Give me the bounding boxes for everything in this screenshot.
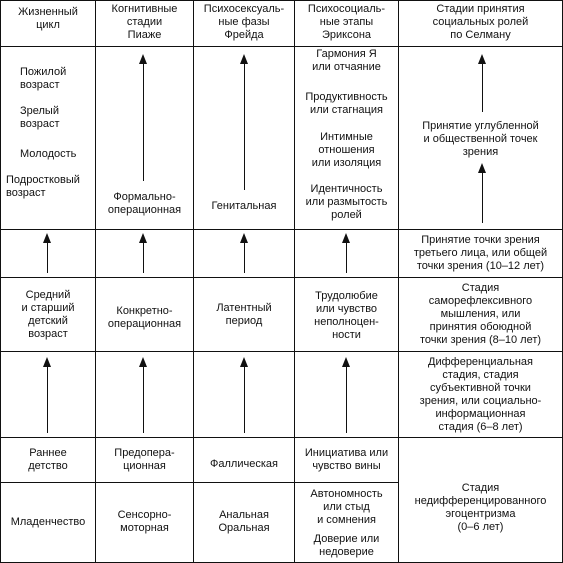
arrow-erikson-row2: [342, 233, 351, 273]
rule-col-1: [95, 0, 96, 563]
rule-col-3: [294, 0, 295, 563]
piaget-sensorimotor: Сенсорно- моторная: [117, 509, 172, 534]
erikson-intimacy: Интимные отношения или изоляция: [311, 131, 382, 169]
piaget-concrete: Конкретно- операционная: [107, 305, 182, 330]
life-middle-child: Средний и старший детский возраст: [21, 289, 75, 340]
erikson-autonomy: Автономность или стыд и сомнения: [310, 488, 383, 526]
life-mature: Зрелый возраст: [20, 105, 60, 130]
arrow-freud-row2: [240, 233, 249, 273]
life-adolescent: Подростковый возраст: [6, 174, 80, 199]
freud-phallic: Фаллическая: [210, 458, 278, 470]
rule-header: [0, 46, 563, 47]
erikson-identity: Идентичность или размытость ролей: [305, 183, 388, 221]
piaget-preoperational: Предопера- ционная: [114, 447, 175, 472]
rule-col-0: [0, 0, 1, 563]
rule-top: [0, 0, 563, 1]
arrow-piaget-upper: [139, 54, 148, 181]
rule-1: [0, 229, 563, 230]
freud-latent: Латентный период: [216, 302, 272, 327]
header-life-cycle: Жизненный цикл: [18, 6, 78, 31]
erikson-harmony: Гармония Я или отчаяние: [312, 48, 381, 73]
arrow-life-row2: [43, 233, 52, 273]
rule-4: [0, 437, 563, 438]
arrow-freud-upper: [240, 54, 249, 190]
selman-differentiated: Дифференциальная стадия, стадия субъективной точки зрения, или социально- информационная стадия (6–8 лет): [419, 356, 542, 433]
header-freud: Психосексуаль- ные фазы Фрейда: [203, 3, 285, 41]
header-erikson: Психосоциаль- ные этапы Эриксона: [307, 3, 386, 41]
freud-anal-oral: Анальная Оральная: [218, 509, 270, 534]
arrow-erikson-row4: [342, 357, 351, 433]
arrow-selman-upper-top: [478, 54, 487, 112]
erikson-industry: Трудолюбие или чувство неполноцен- ности: [314, 290, 379, 341]
selman-deep-social: Принятие углубленной и общественной точек зрения: [422, 120, 539, 158]
arrow-piaget-row4: [139, 357, 148, 433]
erikson-productivity: Продуктивность или стагнация: [305, 91, 388, 116]
arrow-piaget-row2: [139, 233, 148, 273]
life-early-child: Раннее детство: [28, 447, 68, 472]
freud-genital: Генитальная: [211, 200, 277, 212]
life-youth: Молодость: [20, 148, 77, 160]
rule-col-2: [193, 0, 194, 563]
life-infancy: Младенчество: [10, 516, 86, 528]
rule-2: [0, 277, 563, 278]
selman-third-person: Принятие точки зрения третьего лица, или общей точки зрения (10–12 лет): [413, 234, 548, 272]
header-selman: Стадии принятия социальных ролей по Селману: [432, 3, 529, 41]
erikson-trust: Доверие или недоверие: [313, 533, 380, 558]
header-piaget: Когнитивные стадии Пиаже: [111, 3, 178, 41]
life-elderly: Пожилой возраст: [20, 66, 67, 91]
piaget-formal: Формально- операционная: [107, 191, 182, 216]
selman-self-reflective: Стадия саморефлексивного мышления, или принятия обоюдной точки зрения (8–10 лет): [419, 282, 542, 346]
erikson-initiative: Инициатива или чувство вины: [304, 447, 389, 472]
arrow-life-row4: [43, 357, 52, 433]
rule-3: [0, 351, 563, 352]
arrow-freud-row4: [240, 357, 249, 433]
selman-undifferentiated: Стадия недифференцированного эгоцентризма (0–6 лет): [414, 482, 547, 533]
rule-5-left: [0, 482, 398, 483]
arrow-selman-upper-bottom: [478, 163, 487, 223]
